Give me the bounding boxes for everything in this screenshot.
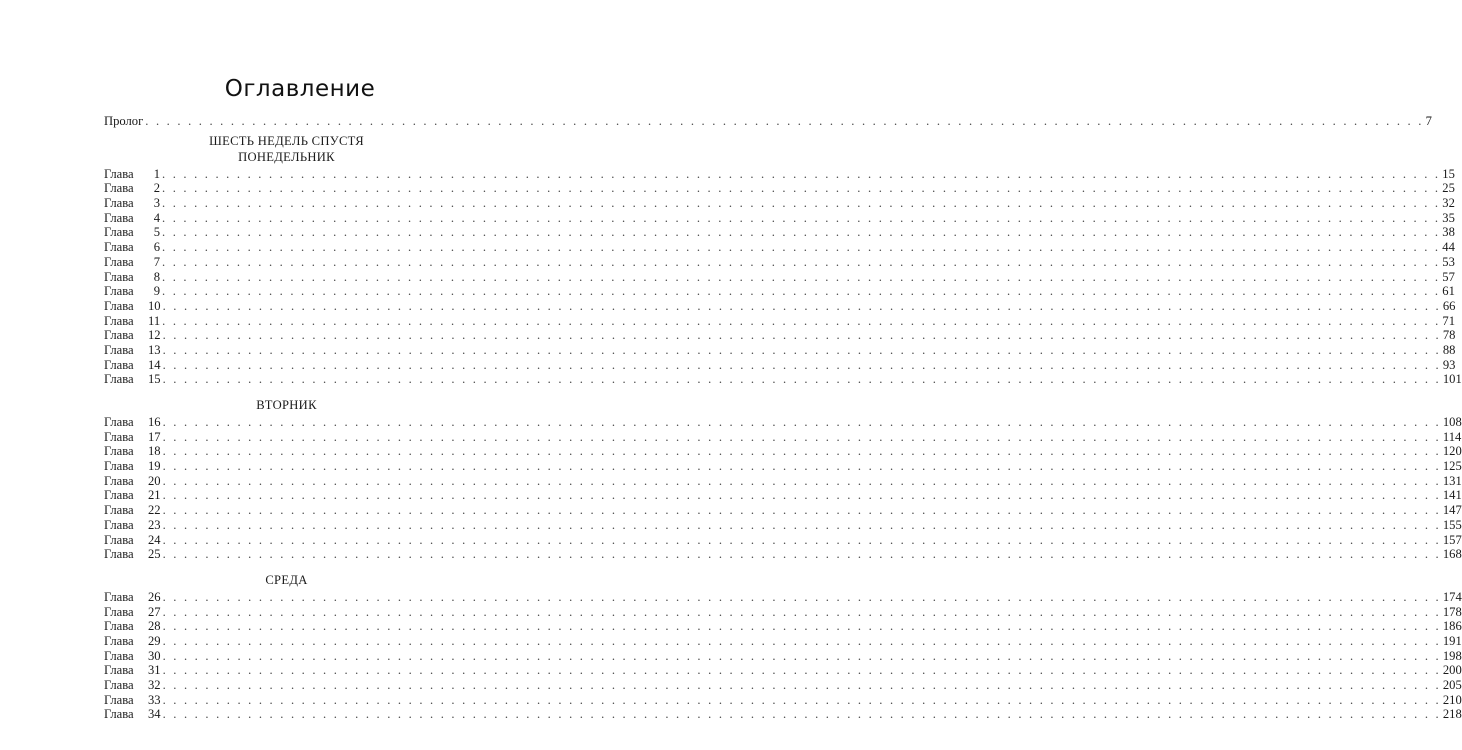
dot-leader: . . . . . . . . . . . . . . . . . . . . . . . . . . . . . . . . . . . . . . . . . . . . . . . . . . . . . . . . . . . . . . . . . . . . . . . . . . . . . . . . . . . . . . . . . . . . . . . . . . . . . . . . . . . . . . . . . . . . . . . . — [162, 284, 1441, 299]
page-number: 141 — [1442, 488, 1462, 503]
toc-entry[interactable] — [104, 619, 1462, 634]
toc-entry[interactable] — [104, 459, 1462, 474]
dot-leader: . . . . . . . . . . . . . . . . . . . . . . . . . . . . . . . . . . . . . . . . . . . . . . . . . . . . . . . . . . . . . . . . . . . . . . . . . . . . . . . . . . . . . . . . . . . . . . . . . . . . . . . . . . . . . . . . . . . . . . . . — [162, 547, 1441, 562]
toc-entry[interactable] — [104, 604, 1462, 620]
chapter-number: 31 — [148, 663, 161, 678]
chapter-word: Глава — [104, 473, 134, 488]
page-number: 32 — [1442, 196, 1455, 211]
dot-leader: . . . . . . . . . . . . . . . . . . . . . . . . . . . . . . . . . . . . . . . . . . . . . . . . . . . . . . . . . . . . . . . . . . . . . . . . . . . . . . . . . . . . . . . . . . . . . . . . . . . . . . . . . . . . . . . . . . . . . . . . — [145, 114, 1424, 128]
entry-label — [104, 343, 161, 358]
section-heading: СРЕДА — [265, 572, 308, 587]
chapter-word: Глава — [104, 488, 134, 503]
chapter-number: 13 — [148, 342, 161, 357]
chapter-number: 29 — [148, 633, 161, 648]
entry-label — [104, 240, 160, 255]
chapter-word: Глава — [104, 692, 134, 707]
dot-leader: . . . . . . . . . . . . . . . . . . . . . . . . . . . . . . . . . . . . . . . . . . . . . . . . . . . . . . . . . . . . . . . . . . . . . . . . . . . . . . . . . . . . . . . . . . . . . . . . . . . . . . . . . . . . . . . . . . . . . . . . — [162, 298, 1441, 313]
entry-label — [104, 663, 161, 678]
chapter-number: 34 — [148, 707, 161, 722]
chapter-word: Глава — [104, 328, 134, 343]
section-heading: ВТОРНИК — [256, 398, 317, 412]
page-number: 114 — [1442, 429, 1462, 444]
page-number: 101 — [1442, 372, 1462, 387]
entry-label — [104, 488, 161, 503]
dot-leader: . . . . . . . . . . . . . . . . . . . . . . . . . . . . . . . . . . . . . . . . . . . . . . . . . . . . . . . . . . . . . . . . . . . . . . . . . . . . . . . . . . . . . . . . . . . . . . . . . . . . . . . . . . . . . . . . . . . . . . . . — [162, 357, 1441, 372]
entry-label — [104, 167, 160, 182]
chapter-number: 8 — [153, 269, 160, 284]
entry-label — [104, 590, 161, 605]
chapter-number: 23 — [148, 517, 161, 532]
toc-entry[interactable] — [104, 313, 1456, 329]
page-number: 66 — [1442, 298, 1456, 313]
entry-label — [104, 196, 160, 211]
table-of-contents — [104, 114, 1462, 722]
toc-entry[interactable] — [104, 444, 1462, 459]
chapter-number: 10 — [148, 298, 161, 313]
chapter-number: 26 — [148, 589, 161, 604]
page-number: 191 — [1442, 633, 1462, 648]
toc-entry[interactable] — [104, 357, 1456, 373]
entry-label — [104, 114, 143, 129]
chapter-word: Глава — [104, 181, 134, 196]
toc-section — [104, 133, 469, 165]
page-number: 88 — [1442, 342, 1456, 357]
chapter-number: 32 — [148, 678, 161, 692]
page-number: 178 — [1442, 604, 1462, 619]
entry-label — [104, 444, 161, 459]
chapter-word: Глава — [104, 429, 134, 444]
chapter-word: Глава — [104, 517, 134, 532]
chapter-number: 33 — [148, 692, 161, 707]
dot-leader: . . . . . . . . . . . . . . . . . . . . . . . . . . . . . . . . . . . . . . . . . . . . . . . . . . . . . . . . . . . . . . . . . . . . . . . . . . . . . . . . . . . . . . . . . . . . . . . . . . . . . . . . . . . . . . . . . . . . . . . . — [162, 604, 1441, 619]
toc-entry[interactable] — [104, 372, 1462, 387]
dot-leader: . . . . . . . . . . . . . . . . . . . . . . . . . . . . . . . . . . . . . . . . . . . . . . . . . . . . . . . . . . . . . . . . . . . . . . . . . . . . . . . . . . . . . . . . . . . . . . . . . . . . . . . . . . . . . . . . . . . . . . . . — [162, 181, 1441, 196]
dot-leader: . . . . . . . . . . . . . . . . . . . . . . . . . . . . . . . . . . . . . . . . . . . . . . . . . . . . . . . . . . . . . . . . . . . . . . . . . . . . . . . . . . . . . . . . . . . . . . . . . . . . . . . . . . . . . . . . . . . . . . . . — [162, 692, 1441, 707]
entry-label — [104, 693, 161, 708]
dot-leader: . . . . . . . . . . . . . . . . . . . . . . . . . . . . . . . . . . . . . . . . . . . . . . . . . . . . . . . . . . . . . . . . . . . . . . . . . . . . . . . . . . . . . . . . . . . . . . . . . . . . . . . . . . . . . . . . . . . . . . . . — [162, 429, 1441, 444]
chapter-word: Глава — [104, 225, 134, 240]
dot-leader: . . . . . . . . . . . . . . . . . . . . . . . . . . . . . . . . . . . . . . . . . . . . . . . . . . . . . . . . . . . . . . . . . . . . . . . . . . . . . . . . . . . . . . . . . . . . . . . . . . . . . . . . . . . . . . . . . . . . . . . . — [162, 269, 1441, 284]
chapter-word: Глава — [104, 342, 134, 357]
chapter-word: Глава — [104, 166, 134, 181]
page-number: 108 — [1442, 415, 1462, 429]
chapter-number: 22 — [148, 503, 161, 518]
chapter-number: 14 — [148, 357, 161, 372]
toc-entry[interactable] — [104, 532, 1462, 548]
page-number: 57 — [1442, 269, 1455, 284]
page-number: 7 — [1425, 114, 1432, 128]
chapter-number: 3 — [153, 196, 160, 211]
chapter-number: 24 — [148, 532, 161, 547]
entry-label — [104, 284, 160, 299]
entry-label — [104, 547, 161, 562]
dot-leader: . . . . . . . . . . . . . . . . . . . . . . . . . . . . . . . . . . . . . . . . . . . . . . . . . . . . . . . . . . . . . . . . . . . . . . . . . . . . . . . . . . . . . . . . . . . . . . . . . . . . . . . . . . . . . . . . . . . . . . . . — [162, 633, 1441, 648]
toc-entry[interactable] — [104, 254, 1455, 270]
entry-label — [104, 503, 161, 518]
page-number: 53 — [1442, 254, 1455, 269]
chapter-word: Глава — [104, 589, 134, 604]
toc-entry[interactable] — [104, 166, 1455, 182]
dot-leader: . . . . . . . . . . . . . . . . . . . . . . . . . . . . . . . . . . . . . . . . . . . . . . . . . . . . . . . . . . . . . . . . . . . . . . . . . . . . . . . . . . . . . . . . . . . . . . . . . . . . . . . . . . . . . . . . . . . . . . . . — [162, 503, 1441, 518]
page-number: 168 — [1442, 547, 1462, 562]
page-number: 120 — [1442, 444, 1462, 459]
dot-leader: . . . . . . . . . . . . . . . . . . . . . . . . . . . . . . . . . . . . . . . . . . . . . . . . . . . . . . . . . . . . . . . . . . . . . . . . . . . . . . . . . . . . . . . . . . . . . . . . . . . . . . . . . . . . . . . . . . . . . . . . — [162, 342, 1441, 357]
dot-leader: . . . . . . . . . . . . . . . . . . . . . . . . . . . . . . . . . . . . . . . . . . . . . . . . . . . . . . . . . . . . . . . . . . . . . . . . . . . . . . . . . . . . . . . . . . . . . . . . . . . . . . . . . . . . . . . . . . . . . . . . — [162, 532, 1441, 547]
page-number: 125 — [1442, 459, 1462, 474]
chapter-number: 28 — [148, 619, 161, 634]
entry-label — [104, 299, 161, 314]
entry-label — [104, 225, 160, 240]
dot-leader: . . . . . . . . . . . . . . . . . . . . . . . . . . . . . . . . . . . . . . . . . . . . . . . . . . . . . . . . . . . . . . . . . . . . . . . . . . . . . . . . . . . . . . . . . . . . . . . . . . . . . . . . . . . . . . . . . . . . . . . . — [162, 473, 1441, 488]
chapter-word: Глава — [104, 633, 134, 648]
page-number: 205 — [1442, 678, 1462, 692]
toc-entry[interactable] — [104, 196, 1455, 211]
chapter-number: 18 — [148, 444, 161, 459]
chapter-number: 25 — [148, 547, 161, 562]
chapter-word: Глава — [104, 459, 134, 474]
toc-entry[interactable] — [104, 517, 1462, 533]
dot-leader: . . . . . . . . . . . . . . . . . . . . . . . . . . . . . . . . . . . . . . . . . . . . . . . . . . . . . . . . . . . . . . . . . . . . . . . . . . . . . . . . . . . . . . . . . . . . . . . . . . . . . . . . . . . . . . . . . . . . . . . . — [162, 313, 1441, 328]
dot-leader: . . . . . . . . . . . . . . . . . . . . . . . . . . . . . . . . . . . . . . . . . . . . . . . . . . . . . . . . . . . . . . . . . . . . . . . . . . . . . . . . . . . . . . . . . . . . . . . . . . . . . . . . . . . . . . . . . . . . . . . . — [162, 678, 1441, 692]
toc-entry[interactable] — [104, 663, 1462, 678]
chapter-number: 21 — [148, 488, 161, 503]
chapter-word: Глава — [104, 532, 134, 547]
page-number: 78 — [1442, 328, 1456, 343]
toc-entry[interactable] — [104, 707, 1462, 722]
chapter-word: Глава — [104, 619, 134, 634]
dot-leader: . . . . . . . . . . . . . . . . . . . . . . . . . . . . . . . . . . . . . . . . . . . . . . . . . . . . . . . . . . . . . . . . . . . . . . . . . . . . . . . . . . . . . . . . . . . . . . . . . . . . . . . . . . . . . . . . . . . . . . . . — [162, 663, 1441, 678]
chapter-word: Глава — [104, 604, 134, 619]
dot-leader: . . . . . . . . . . . . . . . . . . . . . . . . . . . . . . . . . . . . . . . . . . . . . . . . . . . . . . . . . . . . . . . . . . . . . . . . . . . . . . . . . . . . . . . . . . . . . . . . . . . . . . . . . . . . . . . . . . . . . . . . — [162, 328, 1441, 343]
chapter-word: Глава — [104, 284, 134, 299]
chapter-word: Глава — [104, 240, 134, 255]
entry-label — [104, 372, 161, 387]
toc-entry[interactable] — [104, 181, 1455, 196]
toc-entry[interactable] — [104, 503, 1462, 518]
entry-label — [104, 314, 160, 329]
section-heading: ПОНЕДЕЛЬНИК — [238, 149, 335, 164]
chapter-word: Глава — [104, 313, 134, 328]
dot-leader: . . . . . . . . . . . . . . . . . . . . . . . . . . . . . . . . . . . . . . . . . . . . . . . . . . . . . . . . . . . . . . . . . . . . . . . . . . . . . . . . . . . . . . . . . . . . . . . . . . . . . . . . . . . . . . . . . . . . . . . . — [162, 619, 1441, 634]
chapter-word: Глава — [104, 372, 134, 387]
page-number: 71 — [1442, 313, 1456, 328]
entry-label — [104, 518, 161, 533]
chapter-number: 12 — [148, 328, 161, 343]
toc-entry[interactable] — [104, 429, 1462, 445]
page-title: Оглавление — [224, 76, 376, 102]
chapter-number: 2 — [153, 181, 160, 196]
dot-leader: . . . . . . . . . . . . . . . . . . . . . . . . . . . . . . . . . . . . . . . . . . . . . . . . . . . . . . . . . . . . . . . . . . . . . . . . . . . . . . . . . . . . . . . . . . . . . . . . . . . . . . . . . . . . . . . . . . . . . . . . — [162, 254, 1441, 269]
chapter-word: Глава — [104, 648, 134, 663]
prologue-label: Пролог — [104, 114, 144, 128]
chapter-number: 9 — [153, 284, 160, 299]
page-number: 25 — [1442, 181, 1455, 196]
entry-label — [104, 459, 161, 474]
chapter-number: 15 — [148, 372, 161, 387]
toc-section — [104, 397, 469, 413]
page-number: 35 — [1442, 210, 1455, 225]
toc-entry-prologue[interactable] — [104, 114, 1432, 129]
toc-entry[interactable] — [104, 240, 1455, 255]
chapter-word: Глава — [104, 298, 134, 313]
chapter-number: 19 — [148, 459, 161, 474]
entry-label — [104, 619, 161, 634]
toc-entry[interactable] — [104, 269, 1455, 285]
entry-label — [104, 533, 161, 548]
dot-leader: . . . . . . . . . . . . . . . . . . . . . . . . . . . . . . . . . . . . . . . . . . . . . . . . . . . . . . . . . . . . . . . . . . . . . . . . . . . . . . . . . . . . . . . . . . . . . . . . . . . . . . . . . . . . . . . . . . . . . . . . — [162, 517, 1441, 532]
entry-label — [104, 474, 161, 489]
page-number: 93 — [1442, 357, 1456, 372]
dot-leader: . . . . . . . . . . . . . . . . . . . . . . . . . . . . . . . . . . . . . . . . . . . . . . . . . . . . . . . . . . . . . . . . . . . . . . . . . . . . . . . . . . . . . . . . . . . . . . . . . . . . . . . . . . . . . . . . . . . . . . . . — [162, 372, 1441, 387]
chapter-number: 4 — [153, 210, 160, 225]
page-number: 200 — [1442, 663, 1462, 678]
toc-entry[interactable] — [104, 648, 1462, 664]
toc-entry[interactable] — [104, 284, 1455, 299]
page-number: 186 — [1442, 619, 1462, 634]
chapter-word: Глава — [104, 415, 134, 429]
toc-entry[interactable] — [104, 473, 1462, 489]
entry-label — [104, 328, 161, 343]
toc-entry[interactable] — [104, 210, 1455, 226]
dot-leader: . . . . . . . . . . . . . . . . . . . . . . . . . . . . . . . . . . . . . . . . . . . . . . . . . . . . . . . . . . . . . . . . . . . . . . . . . . . . . . . . . . . . . . . . . . . . . . . . . . . . . . . . . . . . . . . . . . . . . . . . — [162, 444, 1441, 459]
chapter-word: Глава — [104, 678, 134, 692]
toc-entry[interactable] — [104, 342, 1456, 358]
chapter-number: 11 — [148, 313, 161, 328]
page-number: 131 — [1442, 473, 1462, 488]
chapter-word: Глава — [104, 357, 134, 372]
chapter-word: Глава — [104, 707, 134, 722]
toc-entry[interactable] — [104, 547, 1462, 562]
dot-leader: . . . . . . . . . . . . . . . . . . . . . . . . . . . . . . . . . . . . . . . . . . . . . . . . . . . . . . . . . . . . . . . . . . . . . . . . . . . . . . . . . . . . . . . . . . . . . . . . . . . . . . . . . . . . . . . . . . . . . . . . — [162, 415, 1441, 429]
chapter-number: 20 — [148, 473, 161, 488]
chapter-number: 7 — [153, 254, 160, 269]
dot-leader: . . . . . . . . . . . . . . . . . . . . . . . . . . . . . . . . . . . . . . . . . . . . . . . . . . . . . . . . . . . . . . . . . . . . . . . . . . . . . . . . . . . . . . . . . . . . . . . . . . . . . . . . . . . . . . . . . . . . . . . . — [162, 166, 1441, 181]
page-number: 44 — [1442, 240, 1455, 255]
dot-leader: . . . . . . . . . . . . . . . . . . . . . . . . . . . . . . . . . . . . . . . . . . . . . . . . . . . . . . . . . . . . . . . . . . . . . . . . . . . . . . . . . . . . . . . . . . . . . . . . . . . . . . . . . . . . . . . . . . . . . . . . — [162, 459, 1441, 474]
dot-leader: . . . . . . . . . . . . . . . . . . . . . . . . . . . . . . . . . . . . . . . . . . . . . . . . . . . . . . . . . . . . . . . . . . . . . . . . . . . . . . . . . . . . . . . . . . . . . . . . . . . . . . . . . . . . . . . . . . . . . . . . — [162, 225, 1441, 240]
page-number: 61 — [1442, 284, 1455, 299]
page-number: 210 — [1442, 692, 1462, 707]
entry-label — [104, 181, 160, 196]
toc-entry[interactable] — [104, 692, 1462, 708]
chapter-word: Глава — [104, 196, 134, 211]
toc-entry[interactable] — [104, 225, 1455, 240]
toc-entry[interactable] — [104, 415, 1462, 430]
section-heading: ШЕСТЬ НЕДЕЛЬ СПУСТЯ — [209, 133, 364, 148]
chapter-word: Глава — [104, 210, 134, 225]
entry-label — [104, 707, 161, 722]
chapter-word: Глава — [104, 254, 134, 269]
chapter-word: Глава — [104, 663, 134, 678]
entry-label — [104, 211, 160, 226]
toc-section — [104, 572, 469, 588]
page-number: 198 — [1442, 648, 1462, 663]
page-number: 157 — [1442, 532, 1462, 547]
chapter-number: 1 — [153, 166, 160, 181]
dot-leader: . . . . . . . . . . . . . . . . . . . . . . . . . . . . . . . . . . . . . . . . . . . . . . . . . . . . . . . . . . . . . . . . . . . . . . . . . . . . . . . . . . . . . . . . . . . . . . . . . . . . . . . . . . . . . . . . . . . . . . . . — [162, 589, 1441, 604]
toc-entry[interactable] — [104, 633, 1462, 649]
entry-label — [104, 430, 161, 445]
page-number: 174 — [1442, 589, 1462, 604]
toc-entry[interactable] — [104, 328, 1456, 343]
entry-label — [104, 358, 161, 373]
page-number: 147 — [1442, 503, 1462, 518]
entry-label — [104, 255, 160, 270]
chapter-number: 17 — [148, 429, 161, 444]
chapter-word: Глава — [104, 547, 134, 562]
dot-leader: . . . . . . . . . . . . . . . . . . . . . . . . . . . . . . . . . . . . . . . . . . . . . . . . . . . . . . . . . . . . . . . . . . . . . . . . . . . . . . . . . . . . . . . . . . . . . . . . . . . . . . . . . . . . . . . . . . . . . . . . — [162, 648, 1441, 663]
toc-entry[interactable] — [104, 488, 1462, 503]
chapter-word: Глава — [104, 503, 134, 518]
entry-label — [104, 605, 161, 620]
chapter-number: 30 — [148, 648, 161, 663]
dot-leader: . . . . . . . . . . . . . . . . . . . . . . . . . . . . . . . . . . . . . . . . . . . . . . . . . . . . . . . . . . . . . . . . . . . . . . . . . . . . . . . . . . . . . . . . . . . . . . . . . . . . . . . . . . . . . . . . . . . . . . . . — [162, 210, 1441, 225]
entry-label — [104, 270, 160, 285]
dot-leader: . . . . . . . . . . . . . . . . . . . . . . . . . . . . . . . . . . . . . . . . . . . . . . . . . . . . . . . . . . . . . . . . . . . . . . . . . . . . . . . . . . . . . . . . . . . . . . . . . . . . . . . . . . . . . . . . . . . . . . . . — [162, 707, 1441, 722]
chapter-number: 6 — [153, 240, 160, 255]
dot-leader: . . . . . . . . . . . . . . . . . . . . . . . . . . . . . . . . . . . . . . . . . . . . . . . . . . . . . . . . . . . . . . . . . . . . . . . . . . . . . . . . . . . . . . . . . . . . . . . . . . . . . . . . . . . . . . . . . . . . . . . . — [162, 196, 1441, 211]
chapter-word: Глава — [104, 444, 134, 459]
dot-leader: . . . . . . . . . . . . . . . . . . . . . . . . . . . . . . . . . . . . . . . . . . . . . . . . . . . . . . . . . . . . . . . . . . . . . . . . . . . . . . . . . . . . . . . . . . . . . . . . . . . . . . . . . . . . . . . . . . . . . . . . — [162, 488, 1441, 503]
page-number: 155 — [1442, 517, 1462, 532]
dot-leader: . . . . . . . . . . . . . . . . . . . . . . . . . . . . . . . . . . . . . . . . . . . . . . . . . . . . . . . . . . . . . . . . . . . . . . . . . . . . . . . . . . . . . . . . . . . . . . . . . . . . . . . . . . . . . . . . . . . . . . . . — [162, 240, 1441, 255]
page-number: 15 — [1442, 166, 1455, 181]
chapter-number: 16 — [148, 415, 161, 429]
toc-entry[interactable] — [104, 298, 1456, 314]
toc-entry[interactable] — [104, 678, 1462, 693]
entry-label — [104, 678, 161, 693]
entry-label — [104, 649, 161, 664]
entry-label — [104, 415, 161, 430]
toc-entry[interactable] — [104, 589, 1462, 605]
chapter-number: 5 — [153, 225, 160, 240]
chapter-number: 27 — [148, 604, 161, 619]
page-number: 218 — [1442, 707, 1462, 722]
entry-label — [104, 634, 161, 649]
page-number: 38 — [1442, 225, 1455, 240]
chapter-word: Глава — [104, 269, 134, 284]
